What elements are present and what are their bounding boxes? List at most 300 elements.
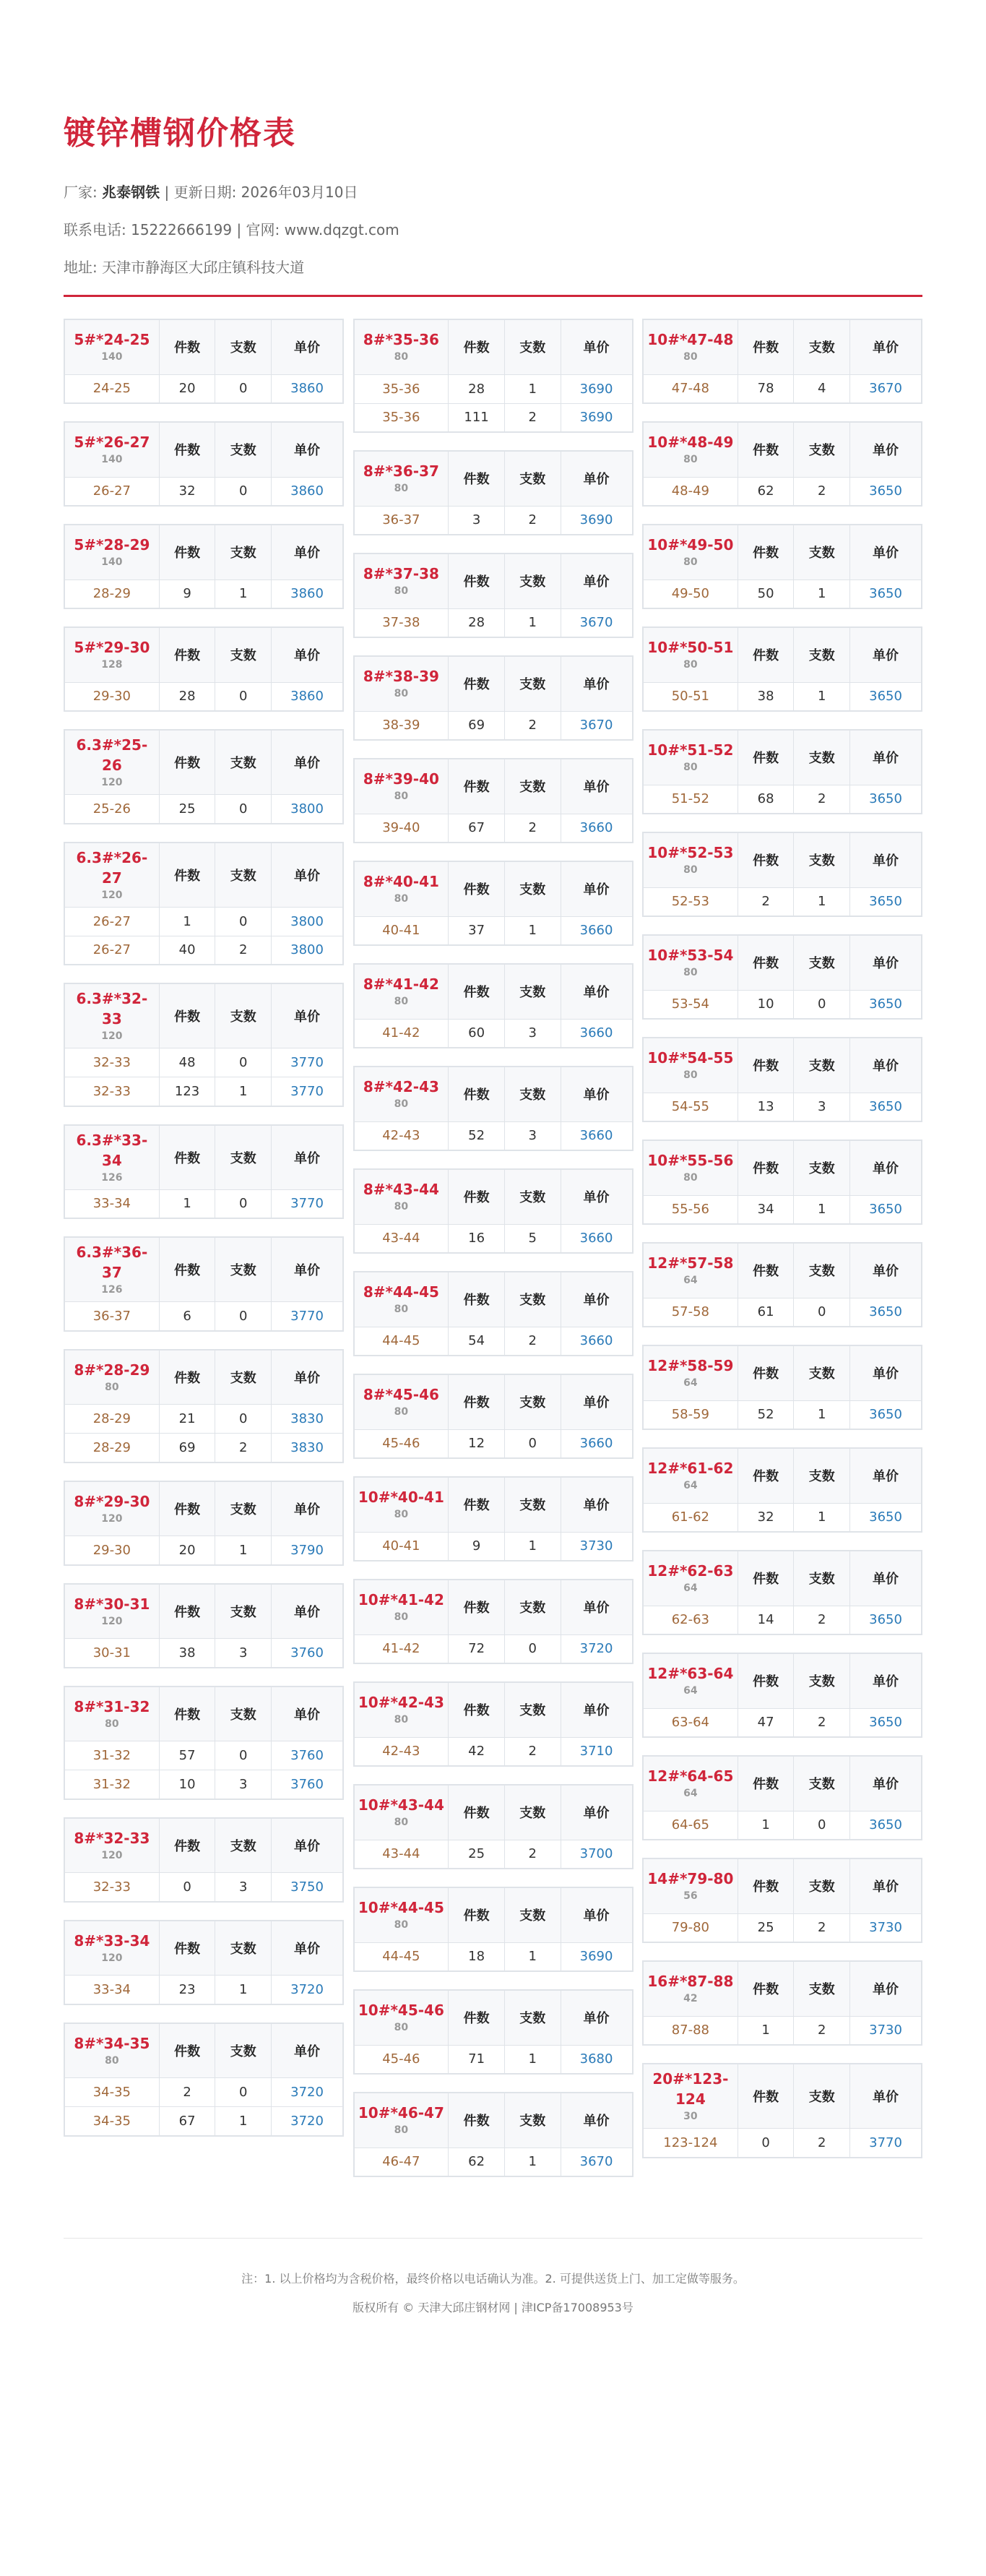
pieces-cell: 3 <box>794 1093 850 1121</box>
spec-name: 10#*50-51 <box>647 639 734 657</box>
count-cell: 23 <box>159 1976 215 2004</box>
count-cell: 38 <box>738 682 794 711</box>
header-price: 单价 <box>272 1350 343 1405</box>
pieces-cell: 1 <box>504 1942 561 1971</box>
header-pieces: 支数 <box>215 730 272 795</box>
spec-bundle-size: 64 <box>683 1480 698 1492</box>
spec-bundle-size: 80 <box>683 351 698 363</box>
range-cell: 44-45 <box>354 1327 449 1356</box>
table-row <box>643 1195 922 1224</box>
pieces-cell: 0 <box>794 1298 850 1327</box>
table-row <box>643 1606 922 1634</box>
spec-bundle-size: 80 <box>394 483 409 495</box>
price-table <box>353 1168 633 1254</box>
price-cell: 3690 <box>561 403 632 432</box>
price-table <box>642 524 922 609</box>
header-pieces: 支数 <box>215 1125 272 1190</box>
spec-cell <box>354 1682 449 1737</box>
price-cell: 3650 <box>850 990 922 1019</box>
spec-cell <box>64 1687 159 1741</box>
table-row <box>643 2016 922 2045</box>
range-cell: 35-36 <box>354 403 449 432</box>
count-cell: 0 <box>159 1873 215 1902</box>
header-price: 单价 <box>561 1785 632 1840</box>
header-count: 件数 <box>449 759 505 814</box>
spec-bundle-size: 64 <box>683 1275 698 1287</box>
price-table <box>64 983 344 1107</box>
price-cell: 3650 <box>850 1093 922 1121</box>
table-row <box>354 1634 633 1663</box>
price-table <box>642 1653 922 1738</box>
spec-name: 8#*29-30 <box>74 1492 150 1510</box>
header-count: 件数 <box>738 1140 794 1195</box>
header-pieces: 支数 <box>794 730 850 785</box>
spec-name: 6.3#*25-26 <box>76 736 148 774</box>
price-cell: 3650 <box>850 1400 922 1429</box>
header-pieces: 支数 <box>504 1990 561 2045</box>
price-cell: 3800 <box>272 795 343 824</box>
price-table-header <box>64 843 343 908</box>
pieces-cell: 2 <box>794 2129 850 2158</box>
pieces-cell: 0 <box>215 2078 272 2107</box>
count-cell: 2 <box>738 887 794 916</box>
spec-cell <box>354 1374 449 1429</box>
header-pieces: 支数 <box>794 1345 850 1400</box>
pieces-cell: 3 <box>215 1639 272 1668</box>
range-cell: 87-88 <box>643 2016 738 2045</box>
price-table-header <box>354 319 633 374</box>
range-cell: 32-33 <box>64 1873 159 1902</box>
spec-bundle-size: 80 <box>394 585 409 598</box>
price-table <box>642 1345 922 1430</box>
price-table <box>64 319 344 404</box>
header-price: 单价 <box>272 1584 343 1639</box>
count-cell: 28 <box>449 374 505 403</box>
table-row <box>354 1840 633 1869</box>
spec-name: 12#*57-58 <box>647 1254 734 1272</box>
price-table-header <box>354 2093 633 2148</box>
count-cell: 50 <box>738 580 794 608</box>
header-pieces: 支数 <box>215 1584 272 1639</box>
spec-name: 8#*43-44 <box>363 1181 439 1199</box>
range-cell: 61-62 <box>643 1503 738 1532</box>
range-cell: 26-27 <box>64 936 159 965</box>
table-row <box>643 1093 922 1121</box>
header-pieces: 支数 <box>504 759 561 814</box>
count-cell: 32 <box>738 1503 794 1532</box>
price-table <box>642 1447 922 1533</box>
price-cell: 3860 <box>272 580 343 608</box>
phone-label: 联系电话: <box>64 221 126 238</box>
count-cell: 28 <box>449 608 505 637</box>
spec-cell <box>354 553 449 608</box>
count-cell: 20 <box>159 374 215 403</box>
header-price: 单价 <box>850 730 922 785</box>
header-count: 件数 <box>159 627 215 682</box>
pieces-cell: 2 <box>504 814 561 843</box>
price-cell: 3650 <box>850 1708 922 1737</box>
header-price: 单价 <box>272 1687 343 1741</box>
count-cell: 18 <box>449 1942 505 1971</box>
factory-label: 厂家: <box>64 184 98 201</box>
spec-bundle-size: 120 <box>101 1952 123 1964</box>
count-cell: 25 <box>159 795 215 824</box>
price-cell: 3770 <box>272 1077 343 1106</box>
price-table <box>353 319 633 433</box>
header-count: 件数 <box>738 422 794 477</box>
table-row <box>643 990 922 1019</box>
price-table <box>642 934 922 1020</box>
range-cell: 45-46 <box>354 1429 449 1458</box>
table-row <box>354 711 633 740</box>
spec-bundle-size: 80 <box>394 2022 409 2034</box>
footer-note: 注：1. 以上价格均为含税价格，最终价格以电话确认为准。2. 可提供送货上门、加工定做等服务。 <box>241 2272 745 2286</box>
header-count: 件数 <box>449 1272 505 1327</box>
price-table <box>353 1476 633 1561</box>
header-count: 件数 <box>738 1038 794 1093</box>
price-column-3 <box>642 319 922 2194</box>
address-text: 天津市静海区大邱庄镇科技大道 <box>102 259 305 276</box>
price-cell: 3730 <box>850 1913 922 1942</box>
spec-bundle-size: 80 <box>105 2054 119 2067</box>
header-count: 件数 <box>738 935 794 990</box>
header-price: 单价 <box>561 1580 632 1634</box>
spec-name: 6.3#*26-27 <box>76 848 148 887</box>
price-cell: 3770 <box>850 2129 922 2158</box>
spec-name: 8#*32-33 <box>74 1829 150 1847</box>
table-row <box>643 785 922 814</box>
pieces-cell: 1 <box>794 580 850 608</box>
count-cell: 52 <box>449 1121 505 1150</box>
price-table <box>353 1066 633 1151</box>
price-table <box>64 842 344 966</box>
count-cell: 57 <box>159 1741 215 1770</box>
range-cell: 51-52 <box>643 785 738 814</box>
spec-bundle-size: 30 <box>683 2111 698 2122</box>
range-cell: 28-29 <box>64 1405 159 1434</box>
pieces-cell: 1 <box>215 1976 272 2004</box>
spec-bundle-size: 80 <box>394 1201 409 1213</box>
range-cell: 54-55 <box>643 1093 738 1121</box>
range-cell: 43-44 <box>354 1224 449 1253</box>
pieces-cell: 0 <box>215 374 272 403</box>
range-cell: 26-27 <box>64 477 159 506</box>
price-table-header <box>354 1580 633 1634</box>
price-table-header <box>643 1448 922 1503</box>
pieces-cell: 1 <box>504 916 561 945</box>
table-row <box>64 2107 343 2136</box>
table-row <box>64 1189 343 1218</box>
spec-name: 16#*87-88 <box>647 1973 734 1991</box>
header-count: 件数 <box>159 319 215 374</box>
header-pieces: 支数 <box>794 1038 850 1093</box>
table-row <box>643 1298 922 1327</box>
pieces-cell: 1 <box>794 1503 850 1532</box>
count-cell: 25 <box>738 1913 794 1942</box>
pieces-cell: 2 <box>504 1327 561 1356</box>
header-price: 单价 <box>561 451 632 506</box>
header-count: 件数 <box>159 1481 215 1536</box>
count-cell: 61 <box>738 1298 794 1327</box>
pieces-cell: 2 <box>794 2016 850 2045</box>
price-cell: 3770 <box>272 1048 343 1077</box>
range-cell: 38-39 <box>354 711 449 740</box>
pieces-cell: 0 <box>794 990 850 1019</box>
price-table-header <box>354 964 633 1019</box>
update-label: | 更新日期: <box>164 184 237 201</box>
table-row <box>64 477 343 506</box>
pieces-cell: 0 <box>215 1405 272 1434</box>
count-cell: 69 <box>449 711 505 740</box>
count-cell: 52 <box>738 1400 794 1429</box>
count-cell: 9 <box>449 1532 505 1561</box>
spec-name: 5#*26-27 <box>74 434 150 452</box>
range-cell: 29-30 <box>64 682 159 711</box>
address-label: 地址: <box>64 259 98 276</box>
spec-cell <box>64 1481 159 1536</box>
price-table-header <box>643 627 922 682</box>
price-cell: 3760 <box>272 1741 343 1770</box>
header-price: 单价 <box>272 1237 343 1302</box>
header-count: 件数 <box>159 983 215 1048</box>
range-cell: 34-35 <box>64 2078 159 2107</box>
spec-cell <box>643 1243 738 1298</box>
contact-line <box>64 211 922 249</box>
spec-bundle-size: 80 <box>683 762 698 774</box>
count-cell: 62 <box>449 2148 505 2176</box>
range-cell: 36-37 <box>354 506 449 535</box>
spec-name: 10#*44-45 <box>358 1899 444 1917</box>
header-price: 单价 <box>561 1887 632 1942</box>
header-count: 件数 <box>449 861 505 916</box>
price-cell: 3670 <box>561 608 632 637</box>
spec-name: 10#*45-46 <box>358 2002 444 2020</box>
price-table-header <box>643 935 922 990</box>
header-price: 单价 <box>850 1345 922 1400</box>
range-cell: 31-32 <box>64 1770 159 1799</box>
header-count: 件数 <box>738 627 794 682</box>
spec-cell <box>64 1350 159 1405</box>
spec-name: 6.3#*33-34 <box>76 1131 148 1169</box>
price-table <box>353 758 633 843</box>
header-pieces: 支数 <box>504 1169 561 1224</box>
table-row <box>354 1429 633 1458</box>
header-pieces: 支数 <box>794 832 850 887</box>
price-table <box>64 1236 344 1332</box>
price-table-header <box>64 1237 343 1302</box>
count-cell: 1 <box>159 907 215 936</box>
table-row <box>643 1503 922 1532</box>
spec-cell <box>64 1921 159 1976</box>
spec-name: 10#*40-41 <box>358 1489 444 1507</box>
price-cell: 3730 <box>561 1532 632 1561</box>
header-price: 单价 <box>272 730 343 795</box>
spec-cell <box>643 1038 738 1093</box>
price-table-header <box>64 319 343 374</box>
header-count: 件数 <box>449 1682 505 1737</box>
header-count: 件数 <box>159 525 215 580</box>
spec-name: 10#*51-52 <box>647 741 734 759</box>
range-cell: 45-46 <box>354 2045 449 2074</box>
count-cell: 13 <box>738 1093 794 1121</box>
spec-cell <box>354 1067 449 1121</box>
spec-cell <box>643 730 738 785</box>
table-row <box>64 907 343 936</box>
phone-number[interactable]: 15222666199 <box>131 221 233 238</box>
spec-bundle-size: 128 <box>101 659 123 671</box>
table-row <box>643 2129 922 2158</box>
price-cell: 3670 <box>850 374 922 403</box>
header-pieces: 支数 <box>215 1481 272 1536</box>
range-cell: 39-40 <box>354 814 449 843</box>
header-price: 单价 <box>850 422 922 477</box>
price-table <box>64 1686 344 1800</box>
header-price: 单价 <box>561 759 632 814</box>
pieces-cell: 1 <box>215 1536 272 1565</box>
header-count: 件数 <box>159 1584 215 1639</box>
spec-bundle-size: 80 <box>394 1919 409 1931</box>
price-table <box>353 963 633 1048</box>
spec-cell <box>643 1345 738 1400</box>
spec-cell <box>64 730 159 795</box>
header-price: 单价 <box>561 861 632 916</box>
pieces-cell: 3 <box>215 1770 272 1799</box>
price-cell: 3660 <box>561 1327 632 1356</box>
table-row <box>643 580 922 608</box>
spec-cell <box>354 656 449 711</box>
spec-name: 10#*46-47 <box>358 2104 444 2122</box>
count-cell: 72 <box>449 1634 505 1663</box>
price-cell: 3830 <box>272 1405 343 1434</box>
price-table-header <box>64 1687 343 1741</box>
header-pieces: 支数 <box>794 1858 850 1913</box>
header-price: 单价 <box>561 1477 632 1532</box>
spec-name: 8#*38-39 <box>363 668 439 686</box>
header-pieces: 支数 <box>794 1140 850 1195</box>
price-column-1 <box>64 319 344 2194</box>
spec-cell <box>643 1551 738 1606</box>
header-count: 件数 <box>738 1551 794 1606</box>
price-table-header <box>354 1477 633 1532</box>
price-table-header <box>64 1584 343 1639</box>
range-cell: 28-29 <box>64 1434 159 1463</box>
count-cell: 42 <box>449 1737 505 1766</box>
spec-bundle-size: 80 <box>683 1069 698 1082</box>
price-table-header <box>354 1374 633 1429</box>
spec-bundle-size: 80 <box>394 1817 409 1829</box>
price-cell: 3720 <box>272 2078 343 2107</box>
count-cell: 32 <box>159 477 215 506</box>
spec-cell <box>643 627 738 682</box>
price-table <box>642 1960 922 2046</box>
table-row <box>64 1048 343 1077</box>
price-cell: 3670 <box>561 711 632 740</box>
header-count: 件数 <box>449 553 505 608</box>
price-cell: 3690 <box>561 374 632 403</box>
header-pieces: 支数 <box>215 627 272 682</box>
price-table <box>64 1817 344 1903</box>
header-price: 单价 <box>272 422 343 477</box>
header-pieces: 支数 <box>215 422 272 477</box>
price-table-header <box>354 553 633 608</box>
price-table <box>64 626 344 712</box>
price-table-header <box>643 1345 922 1400</box>
price-table-header <box>354 1169 633 1224</box>
spec-name: 8#*44-45 <box>363 1283 439 1301</box>
spec-cell <box>643 1448 738 1503</box>
spec-bundle-size: 120 <box>101 1512 123 1525</box>
header-count: 件数 <box>449 1887 505 1942</box>
count-cell: 14 <box>738 1606 794 1634</box>
range-cell: 42-43 <box>354 1737 449 1766</box>
header-price: 单价 <box>561 1990 632 2045</box>
address-line <box>64 249 922 286</box>
range-cell: 53-54 <box>643 990 738 1019</box>
pieces-cell: 2 <box>215 1434 272 1463</box>
header-price: 单价 <box>850 1653 922 1708</box>
count-cell: 16 <box>449 1224 505 1253</box>
price-cell: 3720 <box>272 2107 343 2136</box>
table-row <box>64 580 343 608</box>
header-count: 件数 <box>738 2064 794 2129</box>
spec-name: 10#*41-42 <box>358 1591 444 1609</box>
spec-bundle-size: 120 <box>101 1849 123 1861</box>
table-row <box>64 1770 343 1799</box>
pieces-cell: 1 <box>504 2148 561 2176</box>
site-link[interactable]: www.dqzgt.com <box>284 221 399 238</box>
price-columns <box>64 319 922 2194</box>
header-price: 单价 <box>272 1481 343 1536</box>
price-table-header <box>354 451 633 506</box>
header-count: 件数 <box>738 319 794 374</box>
table-row <box>643 1811 922 1840</box>
spec-name: 10#*43-44 <box>358 1796 444 1814</box>
range-cell: 55-56 <box>643 1195 738 1224</box>
pieces-cell: 2 <box>794 1708 850 1737</box>
table-row <box>354 403 633 432</box>
header-price: 单价 <box>850 627 922 682</box>
price-table-header <box>64 983 343 1048</box>
spec-bundle-size: 80 <box>105 1381 119 1393</box>
header-price: 单价 <box>850 1448 922 1503</box>
price-cell: 3660 <box>561 1429 632 1458</box>
header-price: 单价 <box>561 1169 632 1224</box>
range-cell: 25-26 <box>64 795 159 824</box>
spec-name: 10#*49-50 <box>647 536 734 554</box>
price-cell: 3720 <box>272 1976 343 2004</box>
header-count: 件数 <box>159 1687 215 1741</box>
spec-bundle-size: 80 <box>105 1718 119 1730</box>
price-cell: 3670 <box>561 2148 632 2176</box>
spec-cell <box>354 759 449 814</box>
header-count: 件数 <box>738 832 794 887</box>
price-table <box>64 1920 344 2005</box>
pieces-cell: 1 <box>504 2045 561 2074</box>
price-cell: 3720 <box>561 1634 632 1663</box>
price-table-header <box>643 1756 922 1811</box>
pieces-cell: 4 <box>794 374 850 403</box>
range-cell: 41-42 <box>354 1634 449 1663</box>
header-pieces: 支数 <box>504 861 561 916</box>
pieces-cell: 0 <box>215 1302 272 1331</box>
table-row <box>354 506 633 535</box>
spec-cell <box>64 627 159 682</box>
header-price: 单价 <box>850 935 922 990</box>
price-cell: 3750 <box>272 1873 343 1902</box>
price-cell: 3700 <box>561 1840 632 1869</box>
header-price: 单价 <box>850 525 922 580</box>
header-count: 件数 <box>449 1990 505 2045</box>
